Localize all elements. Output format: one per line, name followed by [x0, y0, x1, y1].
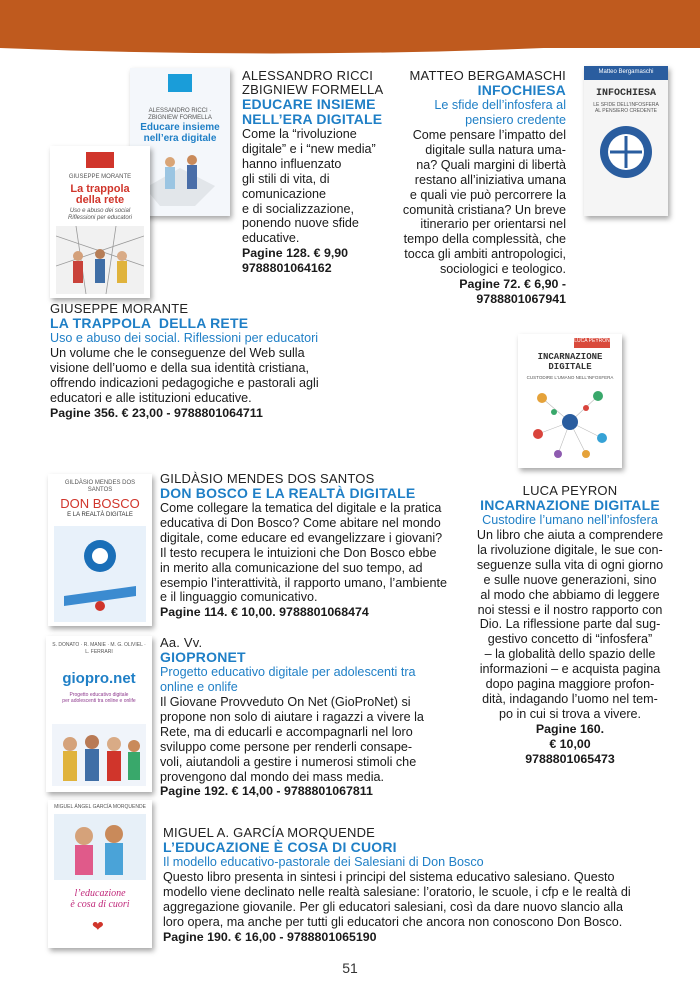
- entry-author: LUCA PEYRON: [522, 483, 618, 498]
- entry-description: Il Giovane Provveduto On Net (GioProNet) si propone non solo di aiutare i ragazzi a vivere la Rete, ma di educarli e accompagnarli nel loro sviluppo come persone per renderli consape- voli, aiutandoli a gestire i numerosi stimoli che provengono dal mondo dei mass media.: [160, 695, 424, 784]
- cover-illustration: [54, 814, 146, 880]
- entry-isbn: 9788801064162: [242, 261, 332, 276]
- cover-illustration: [54, 526, 146, 622]
- entry-incarnazione-digitale: [470, 484, 670, 767]
- book-cover-don-bosco[interactable]: GILDÀSIO MENDES DOS SANTOS DON BOSCO E LA REALTÀ DIGITALE: [48, 474, 152, 626]
- entry-title: LA TRAPPOLA DELLA RETE: [50, 315, 249, 331]
- entry-price-amount: € 10,00: [549, 736, 591, 751]
- entry-price: Pagine 192. € 14,00 - 9788801067811: [160, 784, 373, 799]
- entry-isbn: 9788801065473: [525, 751, 615, 766]
- entry-don-bosco: [160, 472, 460, 620]
- entry-isbn: 9788801067941: [476, 291, 566, 306]
- entry-description: Come pensare l’impatto del digitale sulla natura uma- na? Quali margini di libertà restano all’iniziativa umana e quali vie può percorrere la comunità cristiana? Un breve itinerario per orientarsi nel tempo della complessità, che tocca gli ambiti antropologici, sociologici e teologico.: [402, 128, 566, 277]
- entry-author: ALESSANDRO RICCI ZBIGNIEW FORMELLA: [242, 68, 384, 97]
- entry-subtitle: Custodire l’umano nell’infosfera: [482, 513, 658, 527]
- entry-subtitle: Progetto educativo digitale per adolescenti tra online e onlife: [160, 665, 416, 694]
- entry-giopronet: [160, 636, 460, 799]
- entry-title: EDUCARE INSIEME NELL’ERA DIGITALE: [242, 96, 383, 127]
- entry-title: DON BOSCO E LA REALTÀ DIGITALE: [160, 485, 416, 501]
- cover-illustration: [140, 148, 220, 210]
- entry-subtitle: Il modello educativo-pastorale dei Salesiani di Don Bosco: [163, 855, 484, 869]
- page-number: 51: [342, 960, 358, 976]
- entry-infochiesa: [392, 69, 566, 307]
- entry-title: INCARNAZIONE DIGITALE: [480, 497, 660, 513]
- cover-globe-icon: [596, 122, 656, 182]
- entry-title: L’EDUCAZIONE È COSA DI CUORI: [163, 839, 397, 855]
- entry-subtitle: Uso e abuso dei social. Riflessioni per educatori: [50, 331, 319, 345]
- entry-author: MATTEO BERGAMASCHI: [409, 68, 566, 83]
- entry-description: Questo libro presenta in sintesi i principi del sistema educativo salesiano. Questo modello viene declinato nelle realtà salesiane: l’oratorio, le scuole, i cfp e le realtà di aggregazione giovanile. Per gli educatori salesiani, così da dare nuovo slancio alla loro opera, ma anche per tutti gli educatori che ancora non conoscono Don Bosco.: [163, 870, 631, 929]
- entry-author: MIGUEL A. GARCÍA MORQUENDE: [163, 825, 376, 840]
- cover-illustration: [56, 226, 144, 294]
- book-cover-incarnazione-digitale[interactable]: LUCA PEYRON INCARNAZIONE DIGITALE CUSTODIRE L’UMANO NELL’INFOSFERA: [518, 334, 622, 468]
- book-cover-giopronet[interactable]: S. DONATO · R. MANIE · M. G. OLIVIEL · L. FERRARI giopro.net Progetto educativo digitale per adolescenti tra online e onlife: [46, 636, 152, 792]
- book-cover-infochiesa[interactable]: Matteo Bergamaschi INFOCHIESA LE SFIDE DELL’INFOSFERA AL PENSIERO CREDENTE: [584, 66, 668, 216]
- cover-heart-icon: ❤: [92, 918, 104, 934]
- entry-educare-insieme: [242, 69, 412, 276]
- entry-price: Pagine 356. € 23,00 - 9788801064711: [50, 405, 263, 420]
- entry-price: Pagine 190. € 16,00 - 9788801065190: [163, 929, 377, 944]
- entry-price: Pagine 114. € 10,00. 9788801068474: [160, 605, 369, 620]
- entry-author: Aa. Vv.: [160, 635, 203, 650]
- header-curve: [0, 30, 700, 60]
- entry-author: GIUSEPPE MORANTE: [50, 301, 189, 316]
- entry-price: Pagine 128. € 9,90: [242, 246, 349, 261]
- entry-educazione-cuori: [163, 826, 663, 945]
- entry-subtitle: Le sfide dell’infosfera al pensiero credente: [434, 98, 566, 127]
- entry-price: Pagine 160.: [535, 721, 605, 736]
- entry-trappola-rete: [50, 302, 370, 421]
- book-cover-educazione-cuori[interactable]: MIGUEL ÁNGEL GARCÍA MORQUENDE l’educazione è cosa di cuori ❤: [48, 800, 152, 948]
- entry-description: Un libro che aiuta a comprendere la rivoluzione digitale, le sue con- seguenze sulla vita di ogni giorno e sulle nuove generazioni, sino al modo che abbiamo di leggere noi stessi e il nostro rapporto con Dio. La riflessione parte dal sug- gestivo concetto di “infosfera” – la globalità dello spazio delle informazioni – e acquista pagina dopo pagina maggiore profon- dità, indagando l’uomo nel tem- po in cui si trova a vivere.: [476, 528, 664, 721]
- entry-description: Come collegare la tematica del digitale e la pratica educativa di Don Bosco? Come abitare nel mondo digitale, come educare ed evangelizzare i giovani? Il testo recupera le intuizioni che Don Bosco ebbe in merito alla comunicazione del suo tempo, ad esempio l’interattività, il rapporto umano, l’ambiente e il linguaggio comunicativo.: [160, 501, 447, 605]
- entry-description: Un volume che le conseguenze del Web sulla visione dell’uomo e della sua identità cristiana, offrendo indicazioni pedagogiche e pastorali agli educatori e alle istituzioni educative.: [50, 346, 319, 405]
- entry-price: Pagine 72. € 6,90 -: [459, 277, 566, 292]
- book-cover-educare-insieme[interactable]: ALESSANDRO RICCI · ZBIGNIEW FORMELLA Educare insieme nell’era digitale: [130, 68, 230, 216]
- book-cover-trappola-rete[interactable]: GIUSEPPE MORANTE La trappola della rete Uso e abuso dei social Riflessioni per educatori: [50, 146, 150, 298]
- entry-description: Come la “rivoluzione digitale” e i “new media” hanno influenzato gli stili di vita, di comunicazione e di socializzazione, ponendo nuove sfide educative.: [242, 127, 376, 246]
- entry-title: INFOCHIESA: [477, 82, 566, 98]
- entry-title: GIOPRONET: [160, 649, 246, 665]
- cover-network-illustration: [528, 384, 612, 460]
- entry-author: GILDÀSIO MENDES DOS SANTOS: [160, 471, 375, 486]
- cover-illustration: [52, 724, 146, 786]
